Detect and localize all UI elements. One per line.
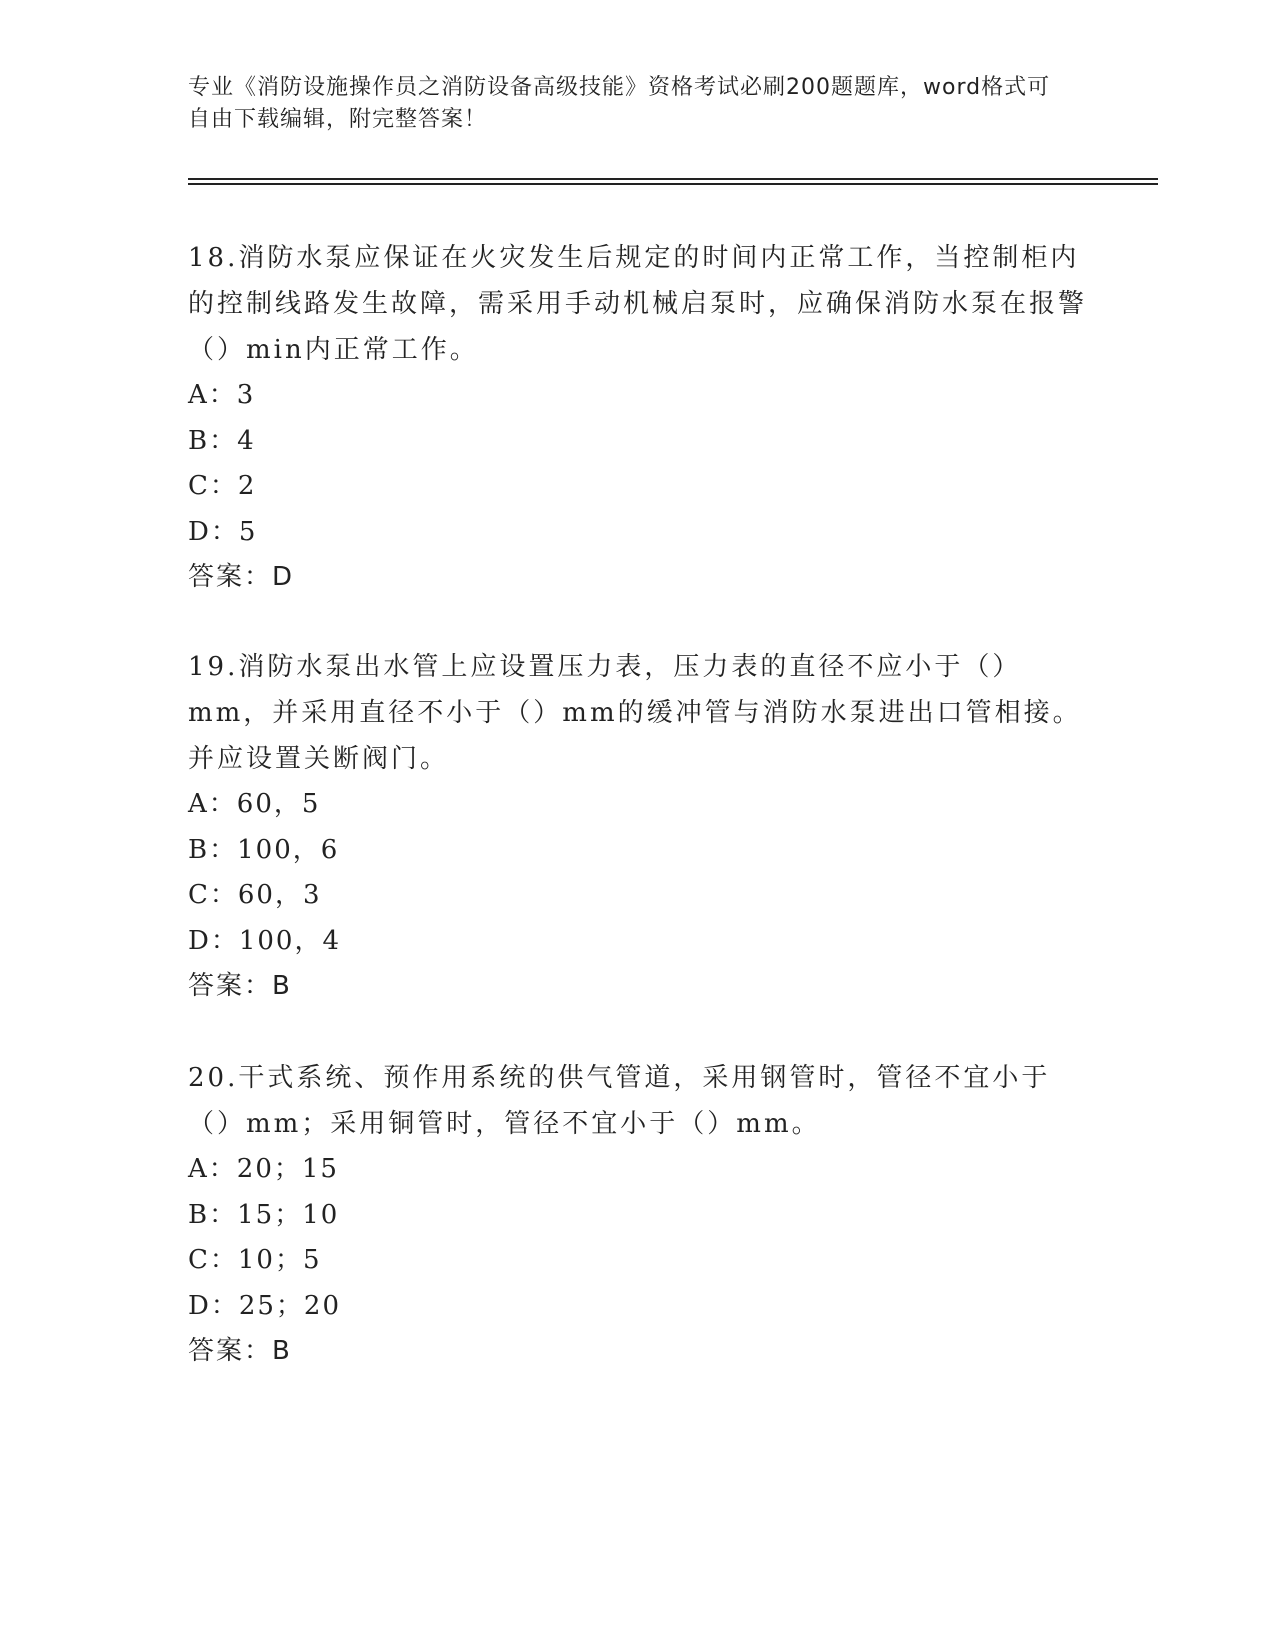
question-text: 19.消防水泵出水管上应设置压力表，压力表的直径不应小于（）mm，并采用直径不小于（）mm的缓冲管与消防水泵进出口管相接。并应设置关断阀门。: [188, 652, 1082, 774]
option-b: B：4: [188, 425, 256, 456]
option-c: C：60，3: [188, 880, 322, 910]
option-c: C：10；5: [188, 1245, 322, 1275]
option-a: A：3: [188, 380, 256, 410]
option-c: C：2: [188, 471, 257, 501]
question-18: [188, 235, 1088, 601]
answer-line: 答案：D: [188, 562, 295, 592]
header-divider-bottom: [188, 183, 1158, 185]
question-text: 18.消防水泵应保证在火灾发生后规定的时间内正常工作，当控制柜内的控制线路发生故障，需采用手动机械启泵时，应确保消防水泵在报警（）min内正常工作。: [188, 243, 1088, 365]
option-a: A：20；15: [188, 1154, 339, 1184]
option-d: D：25；20: [188, 1290, 342, 1321]
option-b: B：15；10: [188, 1199, 340, 1230]
answer-line: 答案：B: [188, 971, 292, 1001]
option-d: D：5: [188, 516, 258, 547]
question-text: 20.干式系统、预作用系统的供气管道，采用钢管时，管径不宜小于（）mm；采用铜管时，管径不宜小于（）mm。: [188, 1063, 1051, 1139]
document-header: 专业《消防设施操作员之消防设备高级技能》资格考试必刷200题题库，word格式可自由下载编辑，附完整答案！: [188, 75, 1051, 132]
question-20: [188, 1055, 1088, 1375]
option-a: A：60，5: [188, 789, 321, 819]
option-b: B：100，6: [188, 834, 340, 865]
option-d: D：100，4: [188, 925, 342, 956]
answer-line: 答案：B: [188, 1336, 292, 1366]
header-divider-top: [188, 178, 1158, 180]
question-19: [188, 644, 1088, 1010]
